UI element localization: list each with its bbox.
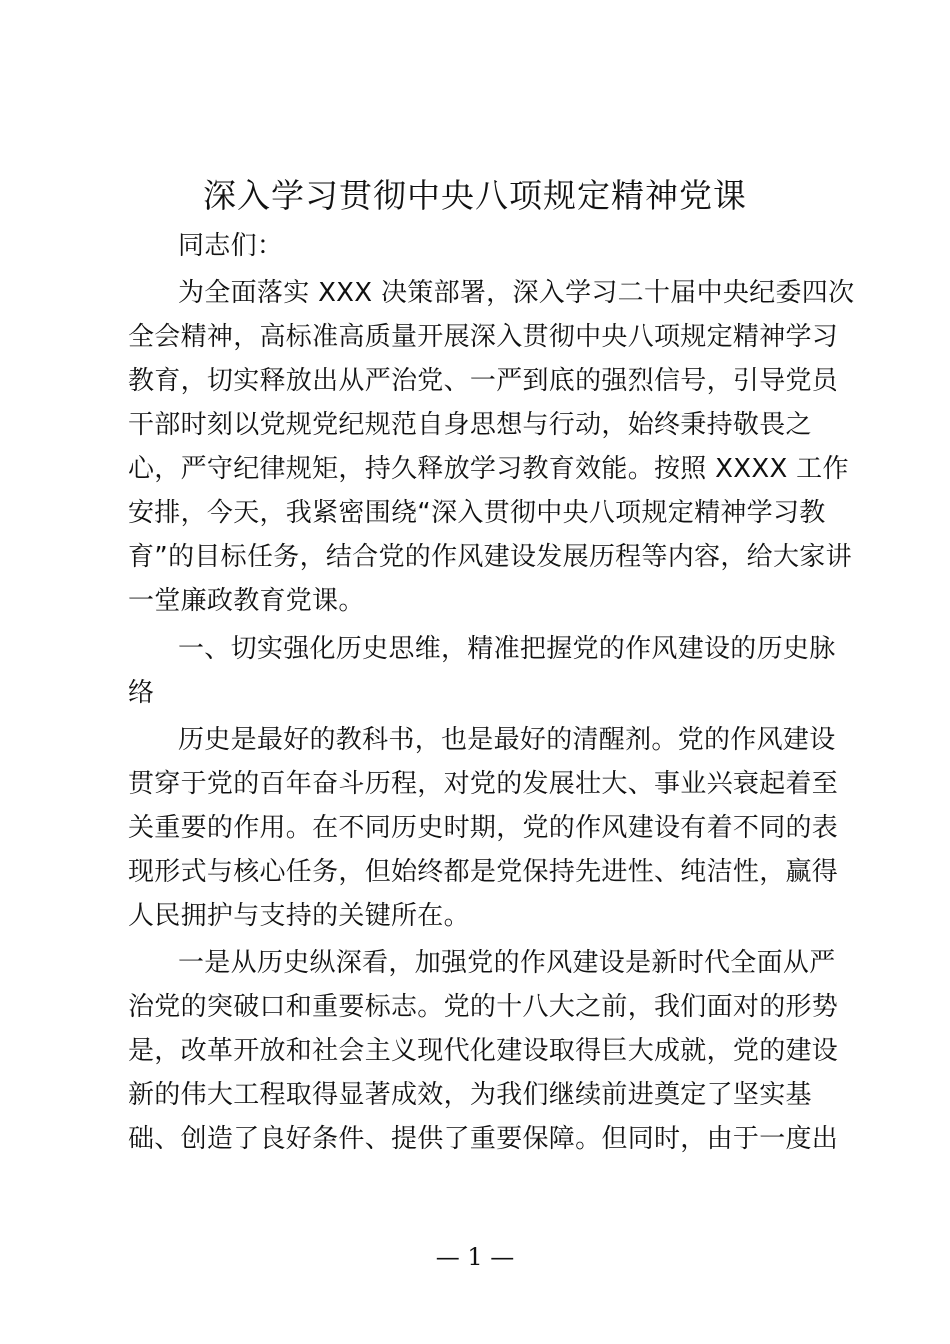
- section-heading-line: 络: [128, 678, 155, 708]
- text-line: 治党的突破口和重要标志。党的十八大之前，我们面对的形势: [128, 992, 839, 1022]
- text-line: 育”的目标任务，结合党的作风建设发展历程等内容，给大家讲: [128, 542, 852, 572]
- text-line: 一堂廉政教育党课。: [128, 586, 365, 616]
- text-line: 为全面落实 XXX 决策部署，深入学习二十届中央纪委四次: [178, 278, 855, 308]
- text-line: 干部时刻以党规党纪规范自身思想与行动，始终秉持敬畏之: [128, 410, 812, 440]
- text-line: 贯穿于党的百年奋斗历程，对党的发展壮大、事业兴衰起着至: [128, 769, 839, 799]
- text-line: 安排，今天，我紧密围绕“深入贯彻中央八项规定精神学习教: [128, 498, 826, 528]
- text-line: 历史是最好的教科书，也是最好的清醒剂。党的作风建设: [178, 725, 836, 755]
- text-line: 全会精神，高标准高质量开展深入贯彻中央八项规定精神学习: [128, 322, 839, 352]
- text-line: 础、创造了良好条件、提供了重要保障。但同时，由于一度出: [128, 1124, 839, 1154]
- text-line: 一是从历史纵深看，加强党的作风建设是新时代全面从严: [178, 948, 836, 978]
- text-line: 关重要的作用。在不同历史时期，党的作风建设有着不同的表: [128, 813, 839, 843]
- text-line: 人民拥护与支持的关键所在。: [128, 901, 470, 931]
- text-line: 教育，切实释放出从严治党、一严到底的强烈信号，引导党员: [128, 366, 839, 396]
- section-heading-line: 一、切实强化历史思维，精准把握党的作风建设的历史脉: [178, 634, 836, 664]
- text-line: 现形式与核心任务，但始终都是党保持先进性、纯洁性，赢得: [128, 857, 839, 887]
- text-line: 是，改革开放和社会主义现代化建设取得巨大成就，党的建设: [128, 1036, 839, 1066]
- greeting-line: 同志们：: [178, 231, 284, 261]
- document-title: 深入学习贯彻中央八项规定精神党课: [203, 176, 747, 215]
- text-line: 心，严守纪律规矩，持久释放学习教育效能。按照 XXXX 工作: [128, 454, 849, 484]
- text-line: 新的伟大工程取得显著成效，为我们继续前进奠定了坚实基: [128, 1080, 812, 1110]
- page-number: — 1 —: [435, 1243, 515, 1271]
